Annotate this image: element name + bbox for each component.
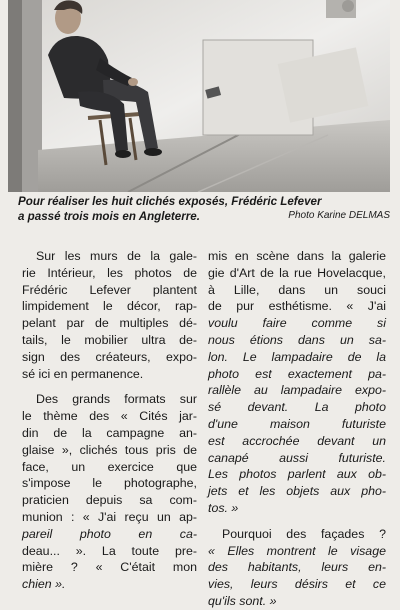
article-column-right <box>208 248 386 610</box>
text-line: Frédéric Lefever plantent <box>22 282 197 297</box>
text-line: canapé aussi futuriste. <box>208 450 386 465</box>
text-line: Pourquoi des façades ? <box>222 526 386 541</box>
paragraph <box>208 248 386 517</box>
text-line: tos. » <box>208 500 239 515</box>
text-line: sé ici en permanence. <box>22 366 144 381</box>
text-line: sign des créateurs, expo- <box>22 349 197 364</box>
text-line: est accrochée devant un <box>208 433 386 448</box>
text-line: voulu faire comme si <box>208 316 386 331</box>
text-line: mière ? « C'était mon <box>22 560 197 575</box>
text-line: Les photos parlent aux ob- <box>208 467 386 482</box>
text-line: s'impose le photographe, <box>22 476 197 491</box>
text-line: rie Intérieur, les photos de <box>22 265 197 280</box>
text-line: nous étions dans un sa- <box>208 332 386 347</box>
text-line: din de la campagne an- <box>22 425 197 440</box>
text-line: limpidement le décor, rap- <box>22 299 197 314</box>
article-photo <box>8 0 390 192</box>
text-line: chien ». <box>22 577 66 592</box>
text-line: à Lille, dans un souci <box>208 282 386 297</box>
photo-credit: Photo Karine DELMAS <box>288 210 390 221</box>
text-line: qu'ils sont. » <box>208 593 277 608</box>
text-line: sé devant. La photo <box>208 400 386 415</box>
text-line: tails, le mobilier ultra de- <box>22 332 197 347</box>
text-line: rallèle au lampadaire expo- <box>208 383 386 398</box>
text-line: Sur les murs de la gale- <box>36 249 197 263</box>
text-line: mis en scène dans la galerie <box>208 249 386 263</box>
text-line: gie d'Art de la rue Hovelacque, <box>208 265 386 280</box>
paragraph <box>208 526 386 610</box>
paragraph <box>22 248 197 382</box>
article-column-left <box>22 248 197 593</box>
text-line: munion : « J'ai reçu un ap- <box>22 509 197 524</box>
caption-line-1: Pour réaliser les huit clichés exposés, Frédéric Lefever <box>18 195 322 208</box>
text-line: deau... ». La toute pre- <box>22 543 197 558</box>
text-line: vies, leurs désirs et ce <box>208 577 386 592</box>
text-line: « Elles montrent le visage <box>208 543 386 558</box>
text-line: Des grands formats sur <box>36 392 197 407</box>
text-line: d'une maison futuriste <box>208 416 386 431</box>
caption-line-2: a passé trois mois en Angleterre. <box>18 210 200 223</box>
text-line: pareil photo en ca- <box>22 526 197 541</box>
text-line: le thème des « Cités jar- <box>22 409 197 424</box>
text-line: lon. Le lampadaire de la <box>208 349 386 364</box>
text-line: des habitants, leurs en- <box>208 560 386 575</box>
text-line: jets et les objets aux pho- <box>208 484 386 499</box>
photo-caption <box>18 194 390 224</box>
text-line: pelant par de multiples dé- <box>22 316 197 331</box>
photographer-seated-photo <box>8 0 390 192</box>
text-line: face, un exercice que <box>22 459 197 474</box>
text-line: de pur esthétisme. « J'ai <box>208 299 386 314</box>
text-line: praticien depuis sa com- <box>22 493 197 508</box>
text-line: glaise », clichés tous pris de <box>22 442 197 457</box>
paragraph <box>22 391 197 593</box>
text-line: photo est exactement pa- <box>208 366 386 381</box>
